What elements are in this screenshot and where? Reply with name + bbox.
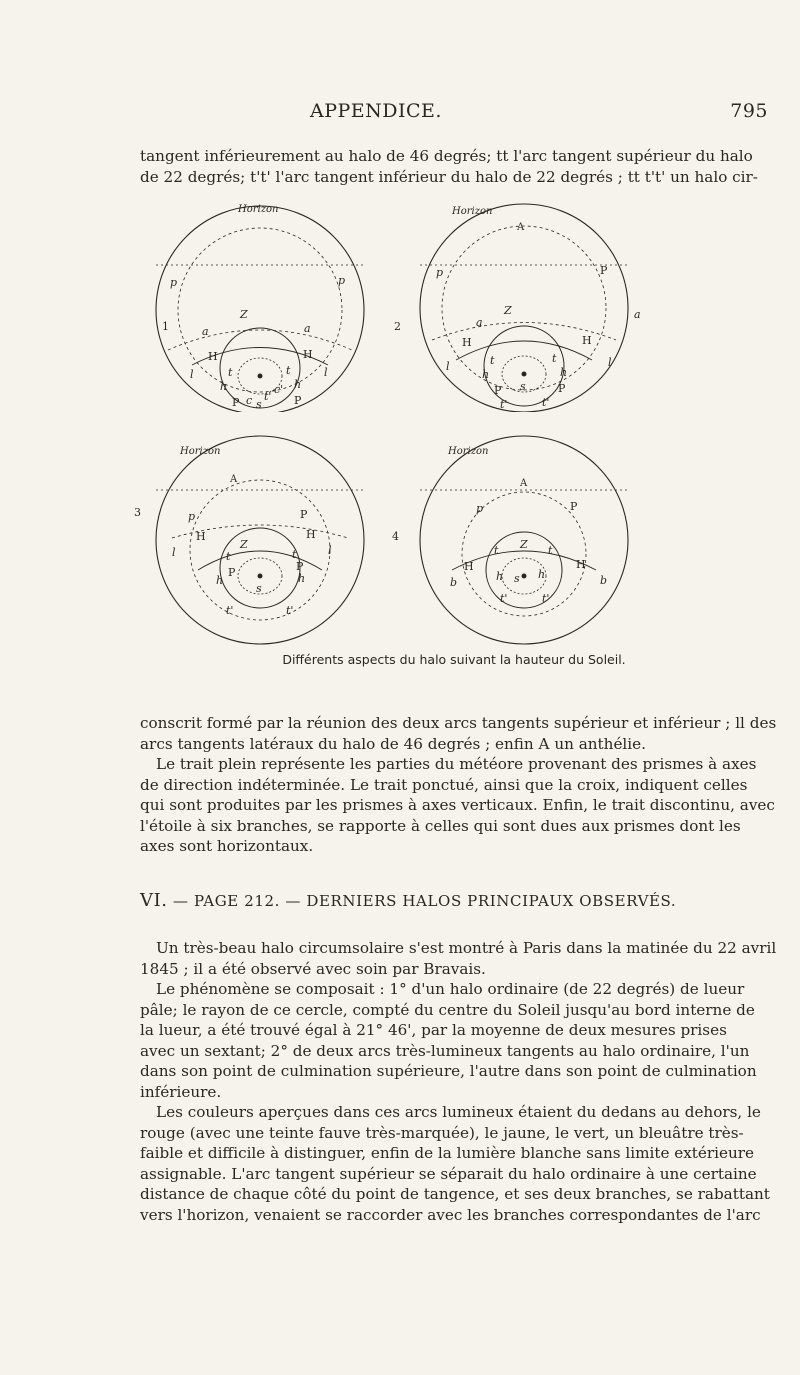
figure-label: Z (520, 538, 528, 551)
figure-label: t' (500, 398, 508, 411)
text-line: rouge (avec une teinte fauve très-marquée), le jaune, le vert, un bleuâtre très- (140, 1123, 744, 1142)
figure-label: t (292, 548, 297, 561)
figure-label: Horizon (448, 446, 489, 457)
figure-label: P (296, 560, 304, 573)
figure-label: t' (542, 396, 550, 409)
figure-label: p (170, 276, 178, 289)
halo-figure-2 (392, 190, 662, 412)
figure-label: a (304, 322, 311, 335)
figure-label: p (188, 510, 196, 523)
text-line: distance de chaque côté du point de tangence, et ses deux branches, se rabattant (140, 1185, 770, 1203)
figure-label: P (558, 382, 566, 395)
text-line: Un très-beau halo circumsolaire s'est montré à Paris dans la matinée du 22 avril (156, 939, 777, 957)
figure-label: h (220, 380, 228, 393)
figure-label: c' (274, 383, 284, 396)
text-line: Le phénomène se composait : 1° d'un halo ordinaire (de 22 degrés) de lueur (156, 980, 745, 998)
text-line: inférieure. (140, 1082, 222, 1101)
text-line: la lueur, a été trouvé égal à 21° 46', par la moyenne de deux mesures prises (140, 1021, 727, 1039)
figure-label: H (306, 528, 316, 541)
figure-label: l (446, 360, 450, 373)
text-line: de 22 degrés; t't' l'arc tangent inférieur du halo de 22 degrés ; tt t't' un halo cir- (140, 167, 758, 186)
section-heading (140, 890, 768, 911)
figure-label: t (494, 544, 499, 557)
figure-label: h (216, 574, 224, 587)
figure-label: t (228, 366, 233, 379)
figure-label: h (482, 368, 490, 381)
figure-label: H (196, 530, 206, 543)
figure-number: 4 (392, 530, 399, 543)
text-line: dans son point de culmination supérieure, l'autre dans son point de culmination (140, 1062, 757, 1080)
figure-label: P (228, 566, 236, 579)
figure-label: H (208, 350, 218, 363)
figure-label: t (286, 364, 291, 377)
figure-label: A (517, 222, 525, 233)
figure-label: a (476, 316, 483, 329)
figure-label: Horizon (452, 206, 493, 217)
figure-label: H (462, 336, 472, 349)
figure-label: Horizon (180, 446, 221, 457)
figure-label: h (560, 366, 568, 379)
page-number: 795 (730, 100, 768, 122)
figure-label: l (172, 546, 176, 559)
text-line: tangent inférieurement au halo de 46 degrés; tt l'arc tangent supérieur du halo (140, 147, 753, 165)
figure-label: P (300, 508, 308, 521)
figure-number: 2 (394, 320, 401, 333)
figure-label: c (246, 394, 253, 407)
figure-label: a (202, 325, 209, 338)
running-title: APPENDICE. (310, 100, 442, 122)
figure-label: t' (286, 604, 294, 617)
figure-label: H (303, 348, 313, 361)
figure-label: Z (240, 308, 248, 321)
figure-label: l (608, 356, 612, 369)
figure-label: t (552, 352, 557, 365)
section-title-text: — PAGE 212. — DERNIERS HALOS PRINCIPAUX OBSERVÉS. (167, 892, 677, 910)
text-line: assignable. L'arc tangent supérieur se séparait du halo ordinaire à une certaine (140, 1164, 757, 1183)
figure-label: p (436, 266, 444, 279)
figure-label: p (338, 274, 346, 287)
figure-label: b (600, 574, 608, 587)
figure-label: Z (504, 304, 512, 317)
text-line: qui sont produites par les prismes à axes verticaux. Enfin, le trait discontinu, avec (140, 796, 775, 814)
figure-label: P (570, 500, 578, 513)
text-line: avec un sextant; 2° de deux arcs très-lumineux tangents au halo ordinaire, l'un (140, 1041, 750, 1060)
text-line: de direction indéterminée. Le trait ponctué, ainsi que la croix, indiquent celles (140, 775, 748, 794)
page-header (140, 100, 800, 124)
figure-label: h (538, 568, 546, 581)
figure-label: H (464, 560, 474, 573)
figure-label: t' (226, 604, 234, 617)
halo-figure-4 (392, 420, 662, 645)
figure-label: t' (264, 390, 272, 403)
intro-paragraph (140, 146, 768, 187)
figure-caption: Différents aspects du halo suivant la hauteur du Soleil. (282, 652, 626, 667)
halo-figure-3 (128, 420, 388, 645)
figure-label: t' (542, 592, 550, 605)
figure-label: s (514, 572, 520, 585)
paragraph-observation (140, 938, 777, 1225)
figure-label: P (232, 396, 240, 409)
figure-label: P (494, 384, 502, 397)
figure-label: A (520, 478, 528, 489)
figure-label: t (490, 354, 495, 367)
figure-label: A (230, 474, 238, 485)
figure-label: a (634, 308, 641, 321)
text-line: 1845 ; il a été observé avec soin par Bravais. (140, 959, 486, 978)
figure-label: P (294, 394, 302, 407)
figure-label: t (226, 550, 231, 563)
figure-label: t (548, 544, 553, 557)
figure-label: p (476, 502, 484, 515)
paragraph-legend (140, 713, 777, 857)
figure-label: l (328, 544, 332, 557)
figure-label: h (496, 570, 504, 583)
halo-figure-1 (128, 190, 388, 412)
figure-label: P (600, 264, 608, 277)
figure-label: H (582, 334, 592, 347)
text-line: axes sont horizontaux. (140, 837, 314, 855)
figure-label: s (256, 582, 262, 595)
figure-label: l (190, 368, 194, 381)
figure-label: s (256, 398, 262, 411)
text-line: Le trait plein représente les parties du météore provenant des prismes à axes (156, 755, 757, 773)
figure-label: s (520, 380, 526, 393)
text-line: arcs tangents latéraux du halo de 46 degrés ; enfin A un anthélie. (140, 734, 646, 753)
text-line: conscrit formé par la réunion des deux arcs tangents supérieur et inférieur ; ll des (140, 714, 777, 732)
section-number: VI. (140, 890, 168, 911)
figure-number: 1 (162, 320, 169, 333)
figure-number: 3 (134, 506, 141, 519)
text-line: l'étoile à six branches, se rapporte à celles qui sont dues aux prismes dont les (140, 816, 741, 835)
figure-label: Z (240, 538, 248, 551)
figure-label: t' (500, 592, 508, 605)
text-line: pâle; le rayon de ce cercle, compté du centre du Soleil jusqu'au bord interne de (140, 1000, 755, 1019)
text-line: Les couleurs aperçues dans ces arcs lumineux étaient du dedans au dehors, le (156, 1103, 761, 1121)
figure-label: h (294, 378, 302, 391)
figure-label: h (298, 572, 306, 585)
figure-label: l (324, 366, 328, 379)
text-line: faible et difficile à distinguer, enfin de la lumière blanche sans limite extérieure (140, 1144, 755, 1162)
text-line: vers l'horizon, venaient se raccorder avec les branches correspondantes de l'arc (140, 1205, 761, 1224)
figure-label: Horizon (238, 204, 279, 215)
figure-label: b (450, 576, 458, 589)
figure-label: H (576, 558, 586, 571)
